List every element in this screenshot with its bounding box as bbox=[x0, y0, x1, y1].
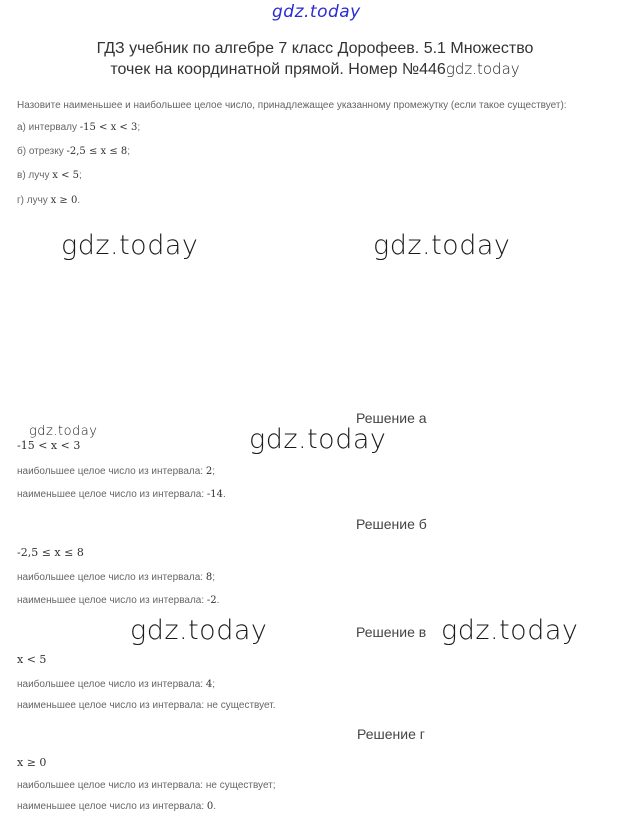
solution-c-line-1-text: наибольшее целое число из интервала: bbox=[17, 679, 206, 690]
task-a-prefix: а) интервалу bbox=[17, 122, 80, 133]
solution-d-line-2-suffix: . bbox=[213, 801, 217, 812]
task-d-prefix: г) лучу bbox=[17, 195, 51, 206]
solution-c-line-1-suffix: ; bbox=[212, 679, 216, 690]
solution-c-expr: x < 5 bbox=[17, 653, 47, 666]
solution-a-line-2-suffix: . bbox=[223, 489, 226, 500]
watermark-small: gdz.today bbox=[29, 424, 98, 439]
solution-b-line-2-text: наименьшее целое число из интервала: bbox=[17, 595, 207, 606]
title-line-2-text: точек на координатной прямой. Номер №446 bbox=[110, 61, 446, 78]
solution-b-line-1-value: 8 bbox=[205, 572, 213, 583]
title-line-1: ГДЗ учебник по алгебре 7 класс Дорофеев. 5.1 Множество bbox=[96, 40, 534, 57]
solution-c-line-2: наименьшее целое число из интервала: не существует. bbox=[17, 700, 276, 711]
task-b-expr: -2,5 ≤ x ≤ 8 bbox=[66, 146, 128, 157]
task-b-suffix: ; bbox=[127, 146, 131, 157]
task-c-suffix: ; bbox=[79, 170, 82, 181]
solution-c-line-1-value: 4 bbox=[205, 679, 213, 690]
title-watermark: gdz.today bbox=[445, 60, 520, 78]
solution-b-line-2 bbox=[17, 595, 219, 606]
task-item-a bbox=[17, 122, 140, 133]
solution-b-heading: Решение б bbox=[356, 516, 427, 532]
watermark-large-2: gdz.today bbox=[373, 230, 511, 261]
solution-d-line-1: наибольшее целое число из интервала: не существует; bbox=[17, 780, 276, 791]
task-d-expr: x ≥ 0 bbox=[50, 195, 78, 206]
solution-b-line-1-text: наибольшее целое число из интервала: bbox=[17, 572, 206, 583]
task-b-prefix: б) отрезку bbox=[17, 146, 67, 157]
task-d-suffix: . bbox=[77, 195, 81, 206]
solution-a-line-1-text: наибольшее целое число из интервала: bbox=[17, 466, 206, 477]
task-item-d bbox=[17, 195, 80, 206]
task-a-suffix: ; bbox=[137, 122, 141, 133]
solution-a-line-2-value: -14 bbox=[206, 489, 224, 500]
watermark-large-1: gdz.today bbox=[61, 230, 199, 261]
task-item-c bbox=[17, 170, 82, 181]
solution-b-line-1-suffix: ; bbox=[212, 572, 216, 583]
solution-d-line-2-value: 0 bbox=[206, 801, 214, 812]
solution-a-line-1 bbox=[17, 466, 215, 477]
solution-a-heading: Решение а bbox=[356, 410, 427, 426]
title-line-2 bbox=[0, 59, 630, 80]
task-a-expr: -15 < x < 3 bbox=[79, 122, 138, 133]
watermark-large-4: gdz.today bbox=[130, 615, 268, 646]
task-intro: Назовите наименьшее и наибольшее целое число, принадлежащее указанному промежутку (если такое существует): bbox=[17, 100, 567, 111]
solution-a-line-2-text: наименьшее целое число из интервала: bbox=[17, 489, 207, 500]
solution-d-expr: x ≥ 0 bbox=[17, 756, 47, 769]
solution-b-line-2-suffix: . bbox=[216, 595, 220, 606]
solution-b-line-1 bbox=[17, 572, 215, 583]
task-c-prefix: в) лучу bbox=[17, 170, 53, 181]
watermark-large-3: gdz.today bbox=[249, 424, 387, 455]
solution-d-heading: Решение г bbox=[357, 726, 425, 742]
solution-c-heading: Решение в bbox=[356, 624, 427, 640]
task-c-expr: x < 5 bbox=[52, 170, 79, 181]
watermark-large-5: gdz.today bbox=[441, 615, 579, 646]
solution-d-line-2-text: наименьшее целое число из интервала: bbox=[17, 801, 207, 812]
top-watermark: gdz.today bbox=[272, 2, 361, 22]
page-title bbox=[0, 39, 630, 80]
solution-a-line-2 bbox=[17, 489, 226, 500]
task-item-b bbox=[17, 146, 130, 157]
solution-a-line-1-value: 2 bbox=[205, 466, 213, 477]
solution-d-line-2 bbox=[17, 801, 216, 812]
solution-a-expr: -15 < x < 3 bbox=[17, 439, 81, 452]
solution-b-line-2-value: -2 bbox=[206, 595, 217, 606]
solution-c-line-1 bbox=[17, 679, 215, 690]
solution-b-expr: -2,5 ≤ x ≤ 8 bbox=[17, 546, 84, 559]
solution-a-line-1-suffix: ; bbox=[212, 466, 216, 477]
